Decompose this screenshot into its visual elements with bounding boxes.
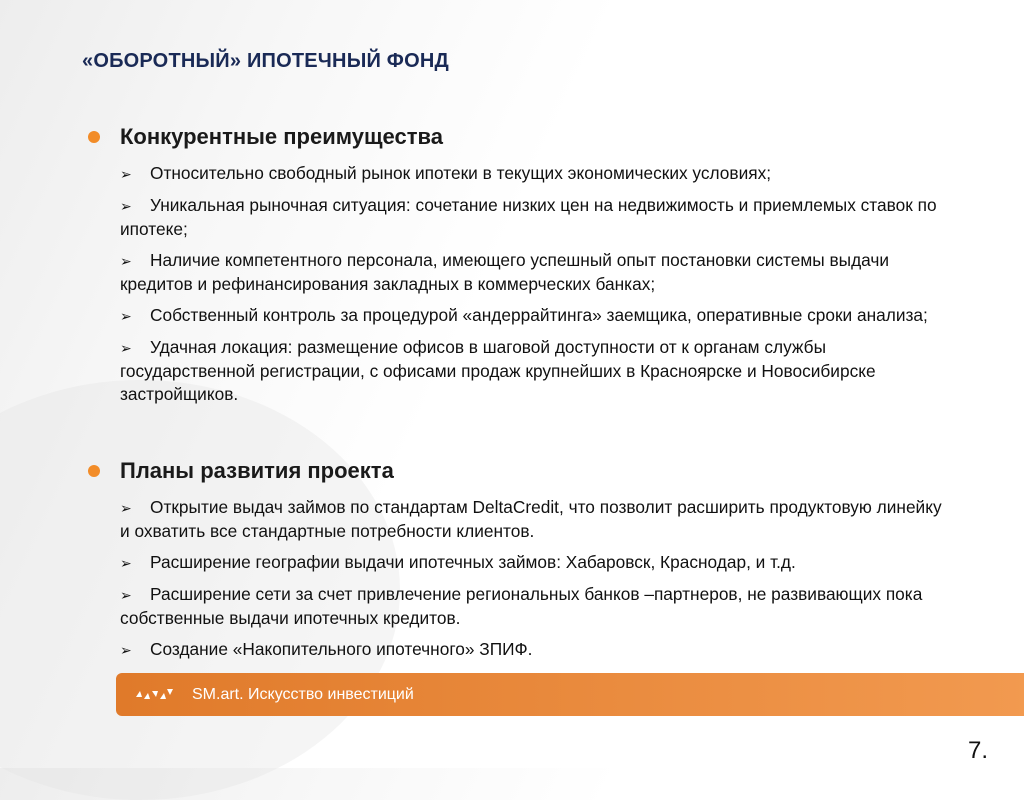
list-item-text: Расширение географии выдачи ипотечных займов: Хабаровск, Краснодар, и т.д.: [150, 552, 796, 572]
list-item: [120, 551, 944, 575]
arrow-bullet-icon: ➢: [120, 642, 132, 658]
list-item-text: Уникальная рыночная ситуация: сочетание низких цен на недвижимость и приемлемых ставок по ипотеке;: [120, 195, 937, 239]
section-heading: [88, 458, 944, 484]
arrow-bullet-icon: ➢: [120, 587, 132, 603]
arrow-bullet-icon: ➢: [120, 166, 132, 182]
list-item-text: Собственный контроль за процедурой «андеррайтинга» заемщика, оперативные сроки анализа;: [150, 305, 928, 325]
section-title: Планы развития проекта: [120, 458, 394, 483]
list-item-text: Создание «Накопительного ипотечного» ЗПИФ.: [150, 639, 533, 659]
sm-art-logo-icon: [134, 685, 174, 705]
bullet-dot-icon: [88, 465, 100, 477]
list-item-text: Наличие компетентного персонала, имеющего успешный опыт постановки системы выдачи кредитов и рефинансирования закладных в коммерческих банках;: [120, 250, 890, 294]
list-item: [120, 194, 944, 241]
list-item-text: Относительно свободный рынок ипотеки в текущих экономических условиях;: [150, 163, 772, 183]
list-item-text: Открытие выдач займов по стандартам DeltaCredit, что позволит расширить продуктовую линейку и охватить все стандартные потребности клиентов.: [120, 497, 942, 541]
arrow-bullet-icon: ➢: [120, 198, 132, 214]
arrow-bullet-icon: ➢: [120, 555, 132, 571]
plans-list: [88, 496, 944, 662]
section-development-plans: [88, 458, 944, 670]
arrow-bullet-icon: ➢: [120, 308, 132, 324]
list-item: [120, 162, 944, 186]
list-item-text: Расширение сети за счет привлечение региональных банков –партнеров, не развивающих пока собственные выдачи ипотечных кредитов.: [120, 584, 923, 628]
arrow-bullet-icon: ➢: [120, 340, 132, 356]
arrow-bullet-icon: ➢: [120, 253, 132, 269]
list-item: [120, 304, 944, 328]
section-competitive-advantages: [88, 124, 944, 414]
list-item: [120, 336, 944, 406]
list-item: [120, 583, 944, 630]
section-heading: [88, 124, 944, 150]
page-title: «ОБОРОТНЫЙ» ИПОТЕЧНЫЙ ФОНД: [82, 50, 449, 72]
list-item: [120, 496, 944, 543]
footer-bar: [116, 673, 1024, 716]
footer-text: SM.art. Искусство инвестиций: [192, 685, 414, 703]
page-number: 7.: [967, 737, 988, 764]
advantages-list: [88, 162, 944, 406]
arrow-bullet-icon: ➢: [120, 500, 132, 516]
bullet-dot-icon: [88, 131, 100, 143]
list-item: [120, 249, 944, 296]
section-title: Конкурентные преимущества: [120, 124, 443, 149]
list-item-text: Удачная локация: размещение офисов в шаговой доступности от к органам службы государственной регистрации, с офисами продаж крупнейших в Красноярске и Новосибирске застройщиков.: [120, 337, 876, 404]
list-item: [120, 638, 944, 662]
